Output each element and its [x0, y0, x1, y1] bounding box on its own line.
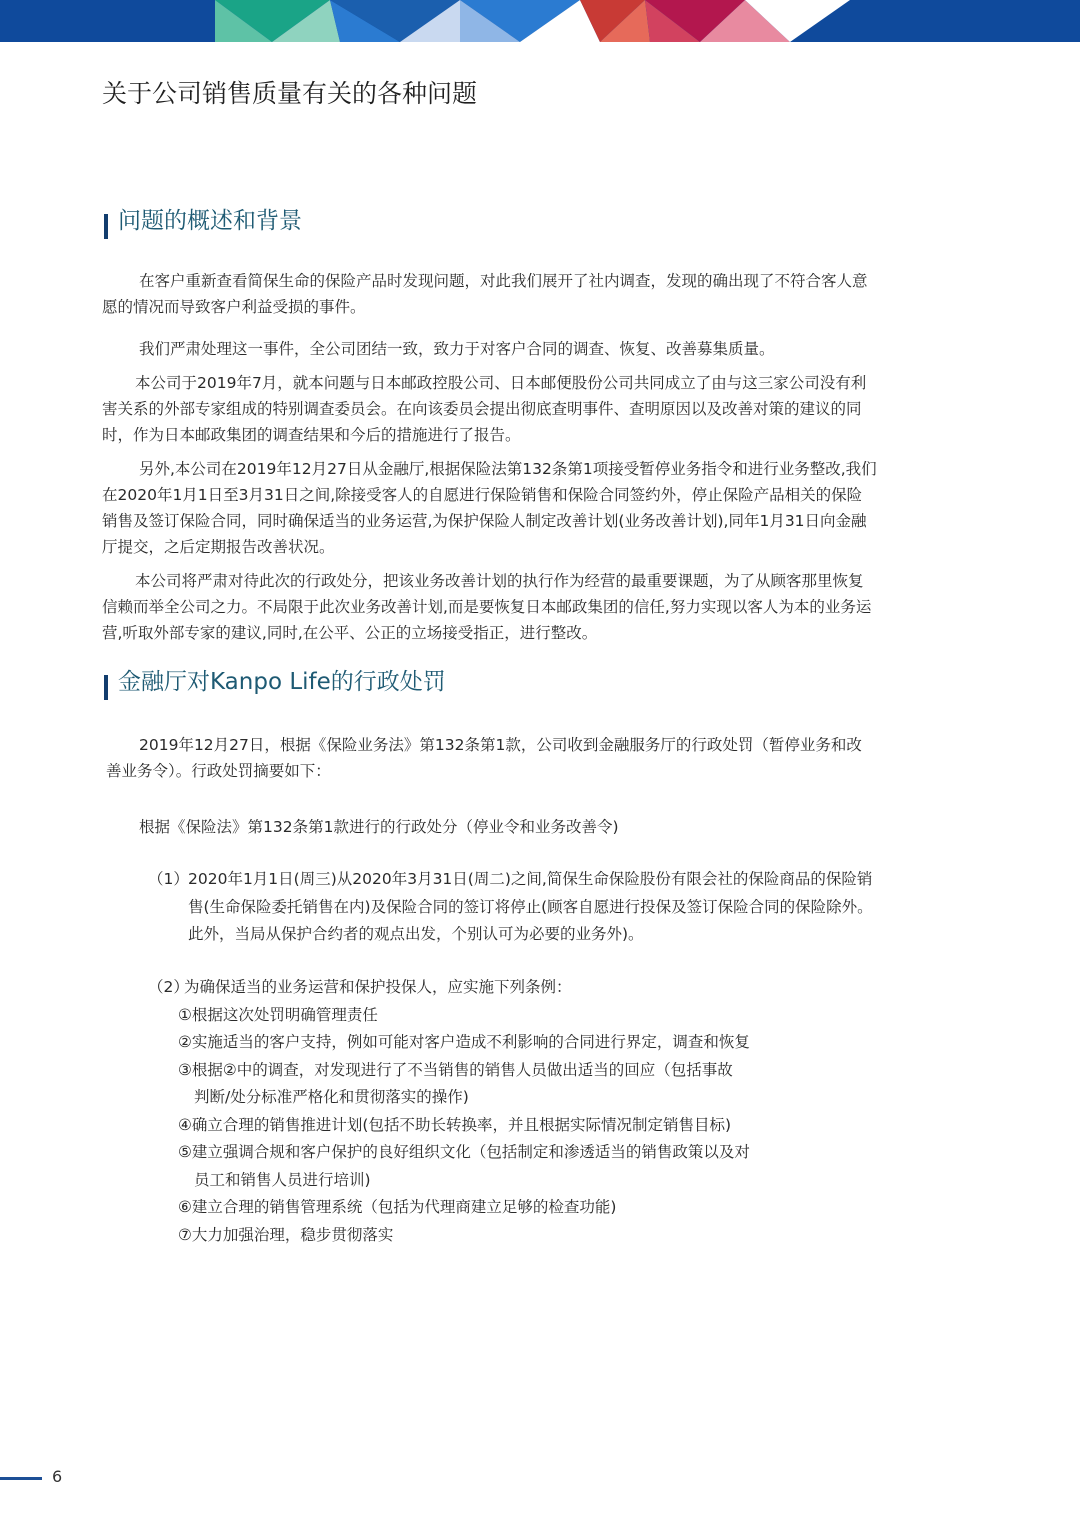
text-line: 我们严肃处理这一事件，全公司团结一致，致力于对客户合同的调查、恢复、改善募集质量。 [139, 340, 775, 358]
text-line: 善业务令）。行政处罚摘要如下： [106, 762, 331, 780]
page-number: 6 [52, 1467, 63, 1486]
list-item: ④确立合理的销售推进计划(包括不助长转换率，并且根据实际情况制定销售目标) [178, 1116, 731, 1134]
list-item: ②实施适当的客户支持，例如可能对客户造成不利影响的合同进行界定，调查和恢复 [178, 1033, 750, 1051]
page-title: 关于公司销售质量有关的各种问题 [102, 79, 478, 108]
list-item: 员工和销售人员进行培训) [194, 1171, 371, 1189]
paragraph-5 [102, 568, 871, 646]
item-1-line: 售(生命保险委托销售在内)及保险合同的签订将停止(顾客自愿进行投保及签订保险合同的保险除外。 [188, 898, 873, 916]
text-line: 本公司于2019年7月，就本问题与日本邮政控股公司、日本邮便股份公司共同成立了由与这三家公司没有利 [135, 374, 867, 392]
text-line: 销售及签订保险合同，同时确保适当的业务运营,为保护保险人制定改善计划(业务改善计划),同年1月31日向金融 [102, 512, 867, 530]
list-item: ①根据这次处罚明确管理责任 [178, 1006, 378, 1024]
text-line: 2019年12月27日，根据《保险业务法》第132条第1款，公司收到金融服务厅的行政处罚（暂停业务和改 [139, 736, 862, 754]
list-item: 判断/处分标准严格化和贯彻落实的操作) [194, 1088, 469, 1106]
paragraph-1 [102, 268, 868, 320]
text-line: 厅提交，之后定期报告改善状况。 [102, 538, 335, 556]
item-1-line: 2020年1月1日(周三)从2020年3月31日(周二)之间,简保生命保险股份有限会社的保险商品的保险销 [188, 870, 873, 888]
list-item: ⑤建立强调合规和客户保护的良好组织文化（包括制定和渗透适当的销售政策以及对 [178, 1143, 750, 1161]
list-item: ⑦大力加强治理，稳步贯彻落实 [178, 1226, 394, 1244]
penalty-intro [106, 732, 862, 784]
footer-accent-bar [0, 1477, 42, 1480]
text-line: 时，作为日本邮政集团的调查结果和今后的措施进行了报告。 [102, 426, 521, 444]
item-1-line: 此外，当局从保护合约者的观点出发，个别认可为必要的业务外)。 [188, 925, 644, 943]
text-line: 在客户重新查看简保生命的保险产品时发现问题，对此我们展开了社内调查，发现的确出现了不符合客人意 [139, 272, 868, 290]
item-2-lead: 为确保适当的业务运营和保护投保人，应实施下列条例： [184, 978, 572, 996]
section-heading-background: 问题的概述和背景 [104, 206, 302, 236]
text-line: 信赖而举全公司之力。不局限于此次业务改善计划,而是要恢复日本邮政集团的信任,努力实现以客人为本的业务运 [102, 598, 872, 616]
text-line: 在2020年1月1日至3月31日之间,除接受客人的自愿进行保险销售和保险合同签约外，停止保险产品相关的保险 [102, 486, 863, 504]
text-line: 营,听取外部专家的建议,同时,在公平、公正的立场接受指正，进行整改。 [102, 624, 598, 642]
text-line: 本公司将严肃对待此次的行政处分，把该业务改善计划的执行作为经营的最重要课题，为了从顾客那里恢复 [135, 572, 864, 590]
text-line: 另外,本公司在2019年12月27日从金融厅,根据保险法第132条第1项接受暂停业务指令和进行业务整改,我们 [139, 460, 877, 478]
penalty-basis: 根据《保险法》第132条第1款进行的行政处分（停业令和业务改善令) [139, 818, 619, 836]
paragraph-2 [139, 336, 775, 362]
text-line: 愿的情况而导致客户利益受损的事件。 [102, 298, 366, 316]
item-2-number: （2） [148, 978, 189, 996]
header-banner [0, 0, 1080, 42]
paragraph-3 [102, 370, 866, 448]
text-line: 害关系的外部专家组成的特别调查委员会。在向该委员会提出彻底查明事件、查明原因以及改善对策的建议的同 [102, 400, 862, 418]
list-item: ③根据②中的调查，对发现进行了不当销售的销售人员做出适当的回应（包括事故 [178, 1061, 733, 1079]
list-item: ⑥建立合理的销售管理系统（包括为代理商建立足够的检查功能) [178, 1198, 617, 1216]
section-heading-penalty: 金融厅对Kanpo Life的行政处罚 [104, 667, 446, 697]
paragraph-4 [102, 456, 877, 560]
item-1-number: （1） [148, 870, 189, 888]
